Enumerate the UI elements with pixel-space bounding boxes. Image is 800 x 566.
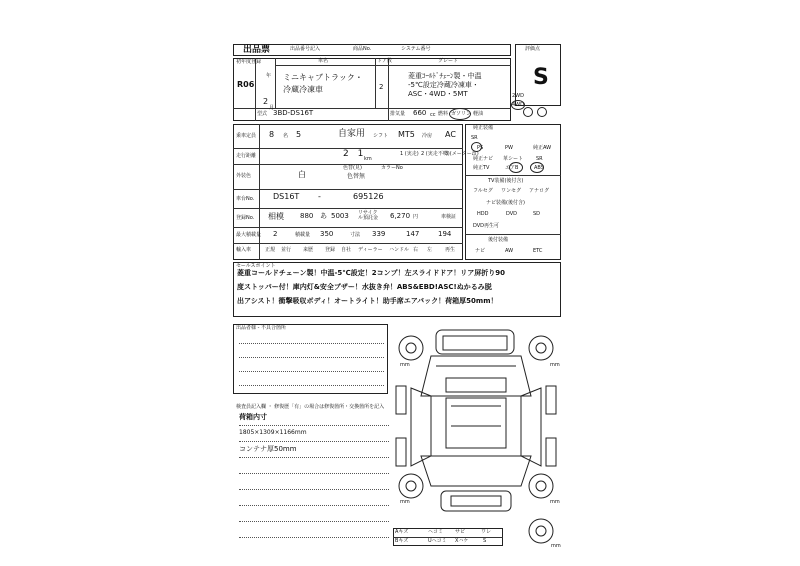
load-value: 350 <box>320 230 334 238</box>
month-value: 2 <box>263 97 269 106</box>
shift-value: MT5 <box>398 130 415 139</box>
grade-label: グレード <box>438 58 459 64</box>
model-label: 型式 <box>257 111 268 117</box>
ac-value: AC <box>445 130 456 139</box>
container-thickness: コンテナ厚50mm <box>239 445 297 453</box>
cc-value: 660 <box>413 109 427 117</box>
recycle-fee: 6,270 <box>390 212 411 220</box>
fuel-label: 燃料 <box>438 111 449 117</box>
car-damage-diagram <box>391 326 563 549</box>
frame-number: 695126 <box>353 192 384 201</box>
cargo-title: 荷箱内寸 <box>239 413 267 421</box>
fuel-selected-circle <box>449 108 471 120</box>
grade-line1: 菱重ｺｰﾙﾄﾞﾁｪｰﾝ製・中温 <box>408 72 482 80</box>
model-value: 3BD-DS16T <box>273 109 314 117</box>
score-label: 評価点 <box>525 46 541 52</box>
drive-2wd: 2WD <box>512 93 524 99</box>
car-name-label: 車名 <box>318 58 329 64</box>
fuel-diesel: 軽油 <box>473 111 484 117</box>
inspector-record-label: 検査員記入欄 ・ 修復歴「有」の場合は修復箇所・交換箇所を記入 <box>236 404 385 410</box>
mileage-value: 2 1 <box>343 149 367 159</box>
grade-line2: -5℃設定冷蔵冷凍車・ <box>408 81 479 89</box>
car-name-line2: 冷蔵冷凍車 <box>283 85 323 94</box>
color-value: 白 <box>298 170 306 179</box>
item-number-label: 商品No. <box>353 46 372 52</box>
header-bar <box>233 44 511 56</box>
sheet-title: 出品票 <box>243 45 271 55</box>
score-value: S <box>533 65 549 90</box>
sales-point-label: セールスポイント <box>236 263 276 269</box>
door-label: ドア数 <box>377 58 392 64</box>
sales-point-line3: 出アシスト！衝撃吸収ボディ！オートライト！助手席エアバック！荷箱厚50mm！ <box>237 297 498 305</box>
auction-sheet: 出品票 出品番号記入 商品No. システム番号 評価点 S 初年度登録 R06 年 2 月 車名 ミニキャブトラック・ 冷蔵冷凍車 ドア数 2 グレード 菱重ｺｰﾙﾄﾞﾁｪｰﾝ製・中温 -5℃設定冷蔵冷凍車・ ASC・4WD・5MT 型式 3BD-DS16T 排気量 660 cc 燃料 ガソリン 軽油 2WD 4WD 乗車定員 8 名 5 自家用 シフト MT5 冷房 AC 走行距離 2 1 km 1 (実走) 2 (実走不明) 3 (メーター改) 外装色 白 色替(見) 色替無 カラーNo 車台No. DS16T - 695126 登録No. 相模 880 あ 5003 リサイクル預託金 6,270 円 車検証 最大積載量 2 積載量 350 寸法 339 147 194 輸入車 正規 並行 来歴 登録 自社 ディーラー ハンドル 右 左 再生 純正装備 SR PS PW 純正AW 純正ナビ 革シート SR 純正TV エアB ABS TV装備(後付含) フルセグ ワンセグ アナログ ナビ装備(後付含) HDD DVD SD DVD再生可 後付装備 ナビ AW ETC セールスポイント 菱重コールドチェーン製！中温-5℃設定！2コンプ！左スライドドア！リア屏折り90 度ストッパー付！庫内灯&安全ブザー！水抜き弁！ABS&EBD!ASC!ぬかるみ脱 出アシスト！衝撃吸収ボディ！オートライト！助手席エアバック！荷箱厚50mm！ 出品者様 - 不具合箇所 検査員記入欄 ・ 修復歴「有」の場合は修復箇所・交換箇所を記入 荷箱内寸 1805×1309×1166mm コンテナ厚50mm mm mm mm mm mm Aキズ ヘコミ サビ ワレ Bキズ Uヘコミ Xハケ S <box>233 44 563 549</box>
door-value: 2 <box>379 83 384 91</box>
sales-point-line1: 菱重コールドチェーン製！中温-5℃設定！2コンプ！左スライドドア！リア屏折り90 <box>237 269 505 277</box>
use-type: 自家用 <box>338 129 366 139</box>
frame-prefix: DS16T <box>273 192 300 201</box>
sales-point-line2: 度ストッパー付！庫内灯&安全ブザー！水抜き弁！ABS&EBD!ASC!ぬかるみ脱 <box>237 283 492 291</box>
drive-4wd: 4WD <box>512 102 524 108</box>
defect-notes-block <box>233 324 388 394</box>
grade-line3: ASC・4WD・5MT <box>408 90 468 98</box>
vehicle-detail-block <box>233 124 463 260</box>
car-name-line1: ミニキャブトラック・ <box>283 73 363 82</box>
capacity-value: 8 <box>269 130 275 139</box>
first-reg-label: 初年度登録 <box>236 59 262 65</box>
fuel-gasoline: ガソリン <box>451 111 472 117</box>
system-number-label: システム番号 <box>401 46 431 52</box>
cc-label: 排気量 <box>390 111 406 117</box>
year-value: R06 <box>237 80 255 89</box>
cargo-dims: 1805×1309×1166mm <box>239 429 307 436</box>
reg-area: 相模 <box>268 212 284 221</box>
lot-number-label: 出品番号記入 <box>290 46 321 52</box>
